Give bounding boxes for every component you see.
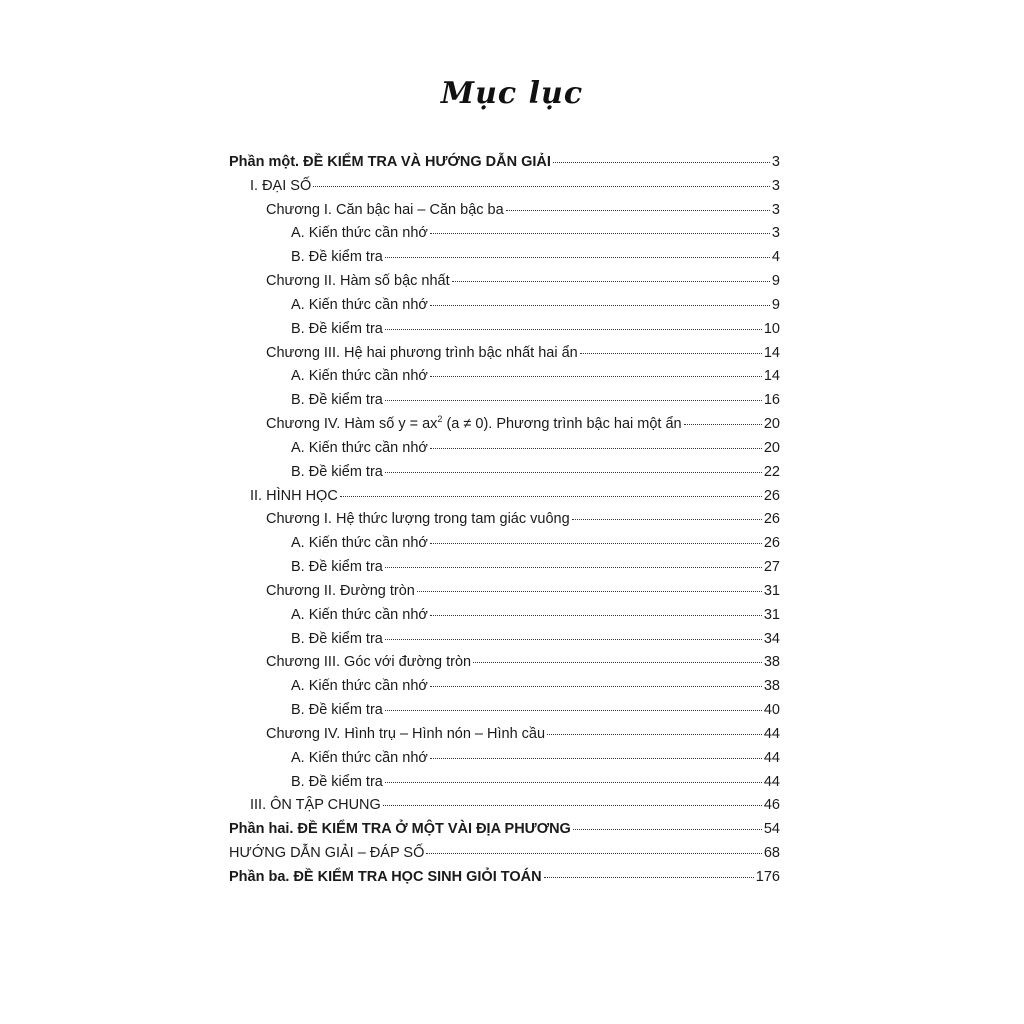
toc-entry-page-number: 26 <box>763 487 780 504</box>
toc-entry-label: Phần ba. ĐỀ KIỂM TRA HỌC SINH GIỎI TOÁN <box>229 868 542 885</box>
toc-entry-page-number: 3 <box>771 201 780 218</box>
toc-entry <box>229 365 780 389</box>
toc-entry-page-number: 26 <box>763 535 780 552</box>
toc-entry-label: Phần một. ĐỀ KIỂM TRA VÀ HƯỚNG DẪN GIẢI <box>229 154 551 170</box>
dot-leader <box>573 828 762 830</box>
toc-entry <box>229 318 780 342</box>
dot-leader <box>385 399 762 401</box>
toc-entry-label: III. ÔN TẬP CHUNG <box>250 797 381 814</box>
dot-leader <box>544 876 754 878</box>
toc-entry <box>229 723 780 747</box>
dot-leader <box>547 733 762 735</box>
dot-leader <box>385 328 762 330</box>
toc-entry-page-number: 44 <box>763 725 780 742</box>
toc-entry-page-number: 40 <box>763 702 780 719</box>
toc-entry-page-number: 3 <box>771 225 780 242</box>
toc-entry <box>229 651 780 675</box>
toc-entry-label: A. Kiến thức cần nhớ <box>291 749 428 766</box>
toc-entry-page-number: 4 <box>771 249 780 266</box>
toc-entry-page-number: 68 <box>763 845 780 862</box>
toc-entry <box>229 508 780 532</box>
toc-entry <box>229 532 780 556</box>
toc-entry-label: Chương III. Hệ hai phương trình bậc nhất hai ẩn <box>266 344 578 361</box>
dot-leader <box>385 709 762 711</box>
toc-entry-label: B. Đề kiểm tra <box>291 630 383 647</box>
dot-leader <box>385 781 762 783</box>
toc-entry-label: Chương II. Đường tròn <box>266 582 415 599</box>
toc-entry <box>229 556 780 580</box>
toc-entry-page-number: 20 <box>763 416 780 433</box>
toc-entry <box>229 580 780 604</box>
toc-entry-page-number: 46 <box>763 797 780 814</box>
toc-entry <box>229 485 780 509</box>
toc-entry <box>229 246 780 270</box>
dot-leader <box>553 161 770 163</box>
toc-entry-page-number: 26 <box>763 511 780 528</box>
dot-leader <box>572 518 762 520</box>
dot-leader <box>430 375 762 377</box>
toc-entry-label: A. Kiến thức cần nhớ <box>291 439 428 456</box>
dot-leader <box>430 542 762 544</box>
dot-leader <box>473 661 762 663</box>
toc-entry-label: B. Đề kiểm tra <box>291 463 383 480</box>
toc-entry-label: B. Đề kiểm tra <box>291 392 383 409</box>
toc-entry-label: I. ĐẠI SỐ <box>250 177 312 194</box>
toc-entry-page-number: 9 <box>771 296 780 313</box>
toc-entry-page-number: 10 <box>763 320 780 337</box>
dot-leader <box>417 590 762 592</box>
toc-entry-page-number: 20 <box>763 439 780 456</box>
dot-leader <box>580 352 762 354</box>
toc-entry-label: B. Đề kiểm tra <box>291 702 383 719</box>
toc-entry <box>229 437 780 461</box>
toc-entry-page-number: 22 <box>763 463 780 480</box>
toc-entry-page-number: 176 <box>755 868 780 885</box>
toc-entry-label: A. Kiến thức cần nhớ <box>291 535 428 552</box>
toc-entry-page-number: 9 <box>771 273 780 290</box>
toc-entry-page-number: 31 <box>763 606 780 623</box>
dot-leader <box>430 757 762 759</box>
toc-entry-label: II. HÌNH HỌC <box>250 487 338 504</box>
toc-entry <box>229 342 780 366</box>
toc-entry <box>229 199 780 223</box>
toc-entry <box>229 461 780 485</box>
superscript: 2 <box>437 414 443 425</box>
toc-entry <box>229 699 780 723</box>
dot-leader <box>385 471 762 473</box>
dot-leader <box>430 614 762 616</box>
dot-leader <box>430 232 770 234</box>
toc-entry-label: Chương I. Căn bậc hai – Căn bậc ba <box>266 201 504 218</box>
toc-entry-page-number: 54 <box>763 821 780 838</box>
toc-entry-page-number: 14 <box>763 344 780 361</box>
toc-entry-page-number: 34 <box>763 630 780 647</box>
dot-leader <box>385 638 762 640</box>
toc-entry-page-number: 16 <box>763 392 780 409</box>
toc-entry-label: A. Kiến thức cần nhớ <box>291 606 428 623</box>
dot-leader <box>385 256 770 258</box>
toc-entry <box>229 866 780 890</box>
toc-entry <box>229 747 780 771</box>
toc-entry-label: B. Đề kiểm tra <box>291 773 383 790</box>
dot-leader <box>430 304 770 306</box>
page-title: Mục lục <box>440 76 584 111</box>
toc-entry-page-number: 14 <box>763 368 780 385</box>
toc-entry-label: Chương II. Hàm số bậc nhất <box>266 273 450 290</box>
toc-entry-label: B. Đề kiểm tra <box>291 320 383 337</box>
toc-entry-label: Chương I. Hệ thức lượng trong tam giác vuông <box>266 511 570 528</box>
toc-entry <box>229 270 780 294</box>
table-of-contents <box>229 151 780 890</box>
toc-entry-page-number: 38 <box>763 678 780 695</box>
toc-entry-page-number: 27 <box>763 559 780 576</box>
toc-entry-label: A. Kiến thức cần nhớ <box>291 678 428 695</box>
toc-entry <box>229 389 780 413</box>
toc-entry <box>229 222 780 246</box>
dot-leader <box>506 209 770 211</box>
dot-leader <box>452 280 770 282</box>
dot-leader <box>684 423 762 425</box>
toc-entry-label: B. Đề kiểm tra <box>291 249 383 266</box>
toc-entry <box>229 628 780 652</box>
toc-entry-label: A. Kiến thức cần nhớ <box>291 296 428 313</box>
toc-entry <box>229 175 780 199</box>
toc-entry-label: B. Đề kiểm tra <box>291 559 383 576</box>
toc-entry <box>229 794 780 818</box>
toc-entry-page-number: 44 <box>763 749 780 766</box>
toc-entry <box>229 675 780 699</box>
toc-entry-label: HƯỚNG DẪN GIẢI – ĐÁP SỐ <box>229 845 425 862</box>
dot-leader <box>313 185 770 187</box>
toc-entry-page-number: 31 <box>763 582 780 599</box>
toc-entry-page-number: 44 <box>763 773 780 790</box>
toc-entry-page-number: 3 <box>771 154 780 170</box>
toc-entry-page-number: 3 <box>771 177 780 194</box>
toc-entry-label: Phần hai. ĐỀ KIỂM TRA Ở MỘT VÀI ĐỊA PHƯƠNG <box>229 821 571 838</box>
toc-entry-label: A. Kiến thức cần nhớ <box>291 368 428 385</box>
toc-entry <box>229 413 780 437</box>
dot-leader <box>430 447 762 449</box>
dot-leader <box>426 852 761 854</box>
toc-entry <box>229 818 780 842</box>
dot-leader <box>383 804 762 806</box>
toc-entry <box>229 294 780 318</box>
toc-entry <box>229 604 780 628</box>
toc-entry-label: Chương III. Góc với đường tròn <box>266 654 472 671</box>
dot-leader <box>340 495 762 497</box>
toc-entry-label: Chương IV. Hàm số $y = ax^2$ (a ≠ 0). Phương trình bậc hai một ẩn <box>266 414 682 433</box>
toc-entry <box>229 842 780 866</box>
dot-leader <box>430 685 762 687</box>
toc-entry-label: A. Kiến thức cần nhớ <box>291 225 428 242</box>
toc-entry <box>229 771 780 795</box>
toc-entry-page-number: 38 <box>763 654 780 671</box>
toc-entry-label: Chương IV. Hình trụ – Hình nón – Hình cầu <box>266 725 546 742</box>
dot-leader <box>385 566 762 568</box>
toc-entry <box>229 151 780 175</box>
